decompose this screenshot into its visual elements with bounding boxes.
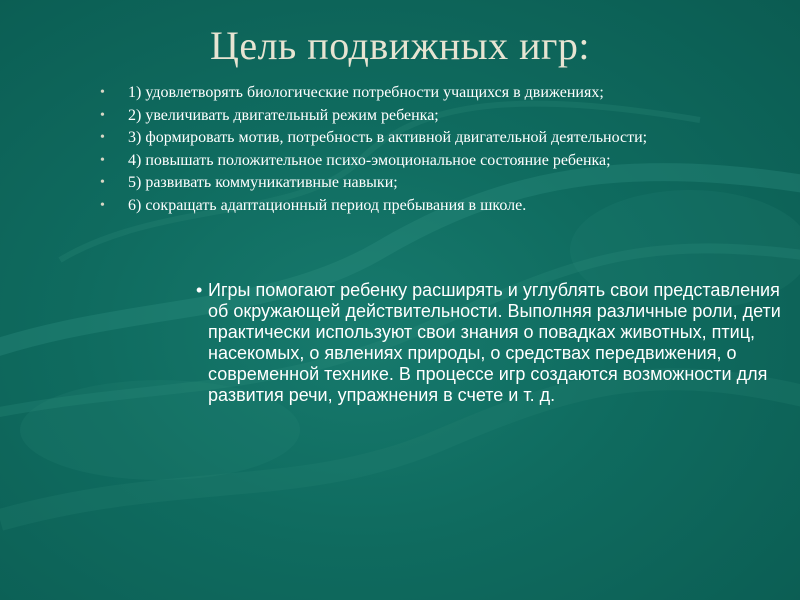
goals-list — [100, 84, 700, 219]
goal-item — [100, 84, 700, 101]
goal-text: 5) развивать коммуникативные навыки; — [128, 174, 398, 191]
slide-title: Цель подвижных игр: — [209, 23, 591, 68]
bullet-icon: • — [100, 85, 105, 100]
bullet-icon: • — [100, 197, 105, 213]
goal-item — [100, 174, 700, 191]
bullet-icon: • — [100, 152, 105, 168]
goal-item — [100, 152, 700, 169]
goal-item — [100, 197, 700, 214]
bullet-icon: • — [100, 107, 105, 123]
goal-text: 2) увеличивать двигательный режим ребенка; — [128, 106, 439, 124]
goal-item — [100, 129, 700, 146]
paragraph-text: Игры помогают ребенку расширять и углублять свои представления об окружающей действительности. Выполняя различные роли, дети практически используют свои знания о повадках животных, птиц, насекомых, о явлениях природы, о средствах передвижения, о современной технике. В процессе игр создаются возможности для развития речи, упражнения в счете и т. д. — [208, 280, 781, 405]
goal-item — [100, 107, 700, 124]
goal-text: 1) удовлетворять биологические потребности учащихся в движениях; — [128, 84, 604, 101]
goal-text: 6) сокращать адаптационный период пребывания в школе. — [128, 196, 527, 214]
goal-text: 3) формировать мотив, потребность в активной двигательной деятельности; — [128, 129, 648, 146]
bullet-icon: • — [100, 175, 105, 190]
description-paragraph — [196, 280, 783, 406]
bullet-icon: • — [196, 280, 203, 300]
bullet-icon: • — [100, 130, 105, 145]
goal-text: 4) повышать положительное психо-эмоциональное состояние ребенка; — [128, 151, 611, 169]
